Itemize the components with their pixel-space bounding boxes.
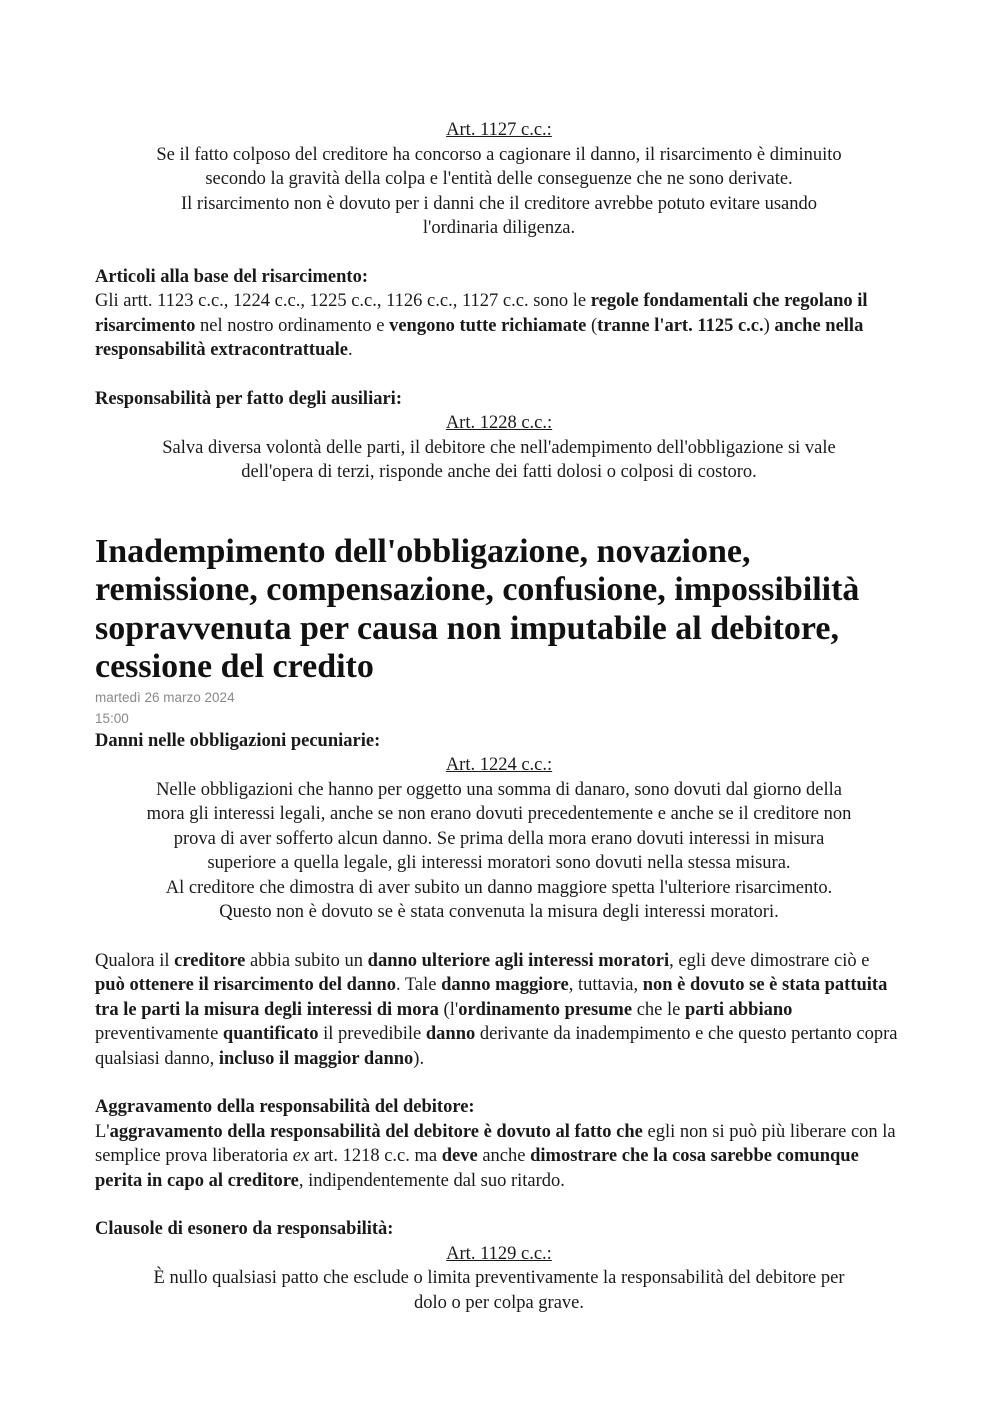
paragraph-danno-ulteriore: Qualora il creditore abbia subito un danno ulteriore agli interessi moratori, egli deve dimostrare ciò e può ottenere il risarcimento del danno. Tale danno maggiore, tuttavia, non è dovuto se è stata pattuita tra le parti la misura degli interessi di mora (l'ordinamento presume che le parti abbiano preventivamente quantificato il prevedibile danno derivante da inadempimento e che questo pertanto copra qualsiasi danno, incluso il maggior danno).	[95, 950, 898, 1069]
paragraph-articoli: Gli artt. 1123 c.c., 1224 c.c., 1225 c.c., 1126 c.c., 1127 c.c. sono le regole fondamentali che regolano il risarcimento nel nostro ordinamento e vengono tutte richiamate (tranne l'art. 1125 c.c.) anche nella responsabilità extracontrattuale.	[95, 291, 868, 360]
section-title: Inadempimento dell'obbligazione, novazione, remissione, compensazione, confusione, impossibilità sopravvenuta per causa non imputabile al debitore, cessione del credito	[95, 532, 860, 685]
document-page	[95, 118, 903, 1315]
note-date: martedì 26 marzo 2024	[95, 689, 235, 705]
article-1127-quote	[95, 118, 903, 241]
article-line: Salva diversa volontà delle parti, il debitore che nell'adempimento dell'obbligazione si vale	[162, 437, 836, 458]
article-1228-quote	[95, 411, 903, 485]
article-line: Il risarcimento non è dovuto per i danni che il creditore avrebbe potuto evitare usando	[181, 193, 817, 214]
paragraph-aggravamento: L'aggravamento della responsabilità del debitore è dovuto al fatto che egli non si può più liberare con la semplice prova liberatoria ex art. 1218 c.c. ma deve anche dimostrare che la cosa sarebbe comunque perita in capo al creditore, indipendentemente dal suo ritardo.	[95, 1121, 896, 1191]
subheading-clausole-esonero: Clausole di esonero da responsabilità:	[95, 1219, 394, 1239]
article-title: Art. 1224 c.c.:	[445, 755, 553, 775]
article-1129-quote	[95, 1242, 903, 1316]
note-time: 15:00	[95, 710, 129, 726]
subheading-danni-pecuniarie: Danni nelle obbligazioni pecuniarie:	[95, 730, 381, 751]
article-title: Art. 1228 c.c.:	[445, 413, 553, 433]
article-line: superiore a quella legale, gli interessi moratori sono dovuti nella stessa misura.	[207, 853, 791, 873]
article-1224-quote	[95, 753, 903, 925]
article-title: Art. 1129 c.c.:	[446, 1243, 552, 1264]
article-title: Art. 1127 c.c.:	[446, 120, 552, 140]
article-line: secondo la gravità della colpa e l'entità delle conseguenze che ne sono derivate.	[205, 169, 793, 189]
article-line: Nelle obbligazioni che hanno per oggetto una somma di danaro, sono dovuti dal giorno della	[156, 779, 842, 800]
subheading-ausiliari: Responsabilità per fatto degli ausiliari:	[95, 388, 402, 409]
article-line: Al creditore che dimostra di aver subito un danno maggiore spetta l'ulteriore risarcimento.	[165, 877, 833, 898]
subheading-articoli: Articoli alla base del risarcimento:	[95, 266, 368, 287]
subheading-aggravamento: Aggravamento della responsabilità del debitore:	[95, 1097, 475, 1117]
article-line: Se il fatto colposo del creditore ha concorso a cagionare il danno, il risarcimento è diminuito	[156, 144, 842, 165]
article-line: È nullo qualsiasi patto che esclude o limita preventivamente la responsabilità del debitore per	[153, 1268, 845, 1288]
article-line: prova di aver sofferto alcun danno. Se prima della mora erano dovuti interessi in misura	[173, 828, 825, 849]
article-line: dell'opera di terzi, risponde anche dei fatti dolosi o colposi di costoro.	[241, 462, 757, 482]
article-line: l'ordinaria diligenza.	[422, 218, 576, 238]
article-line: dolo o per colpa grave.	[413, 1292, 585, 1313]
article-line: mora gli interessi legali, anche se non erano dovuti precedentemente e anche se il creditore non	[146, 804, 852, 824]
article-line: Questo non è dovuto se è stata convenuta la misura degli interessi moratori.	[219, 902, 779, 922]
